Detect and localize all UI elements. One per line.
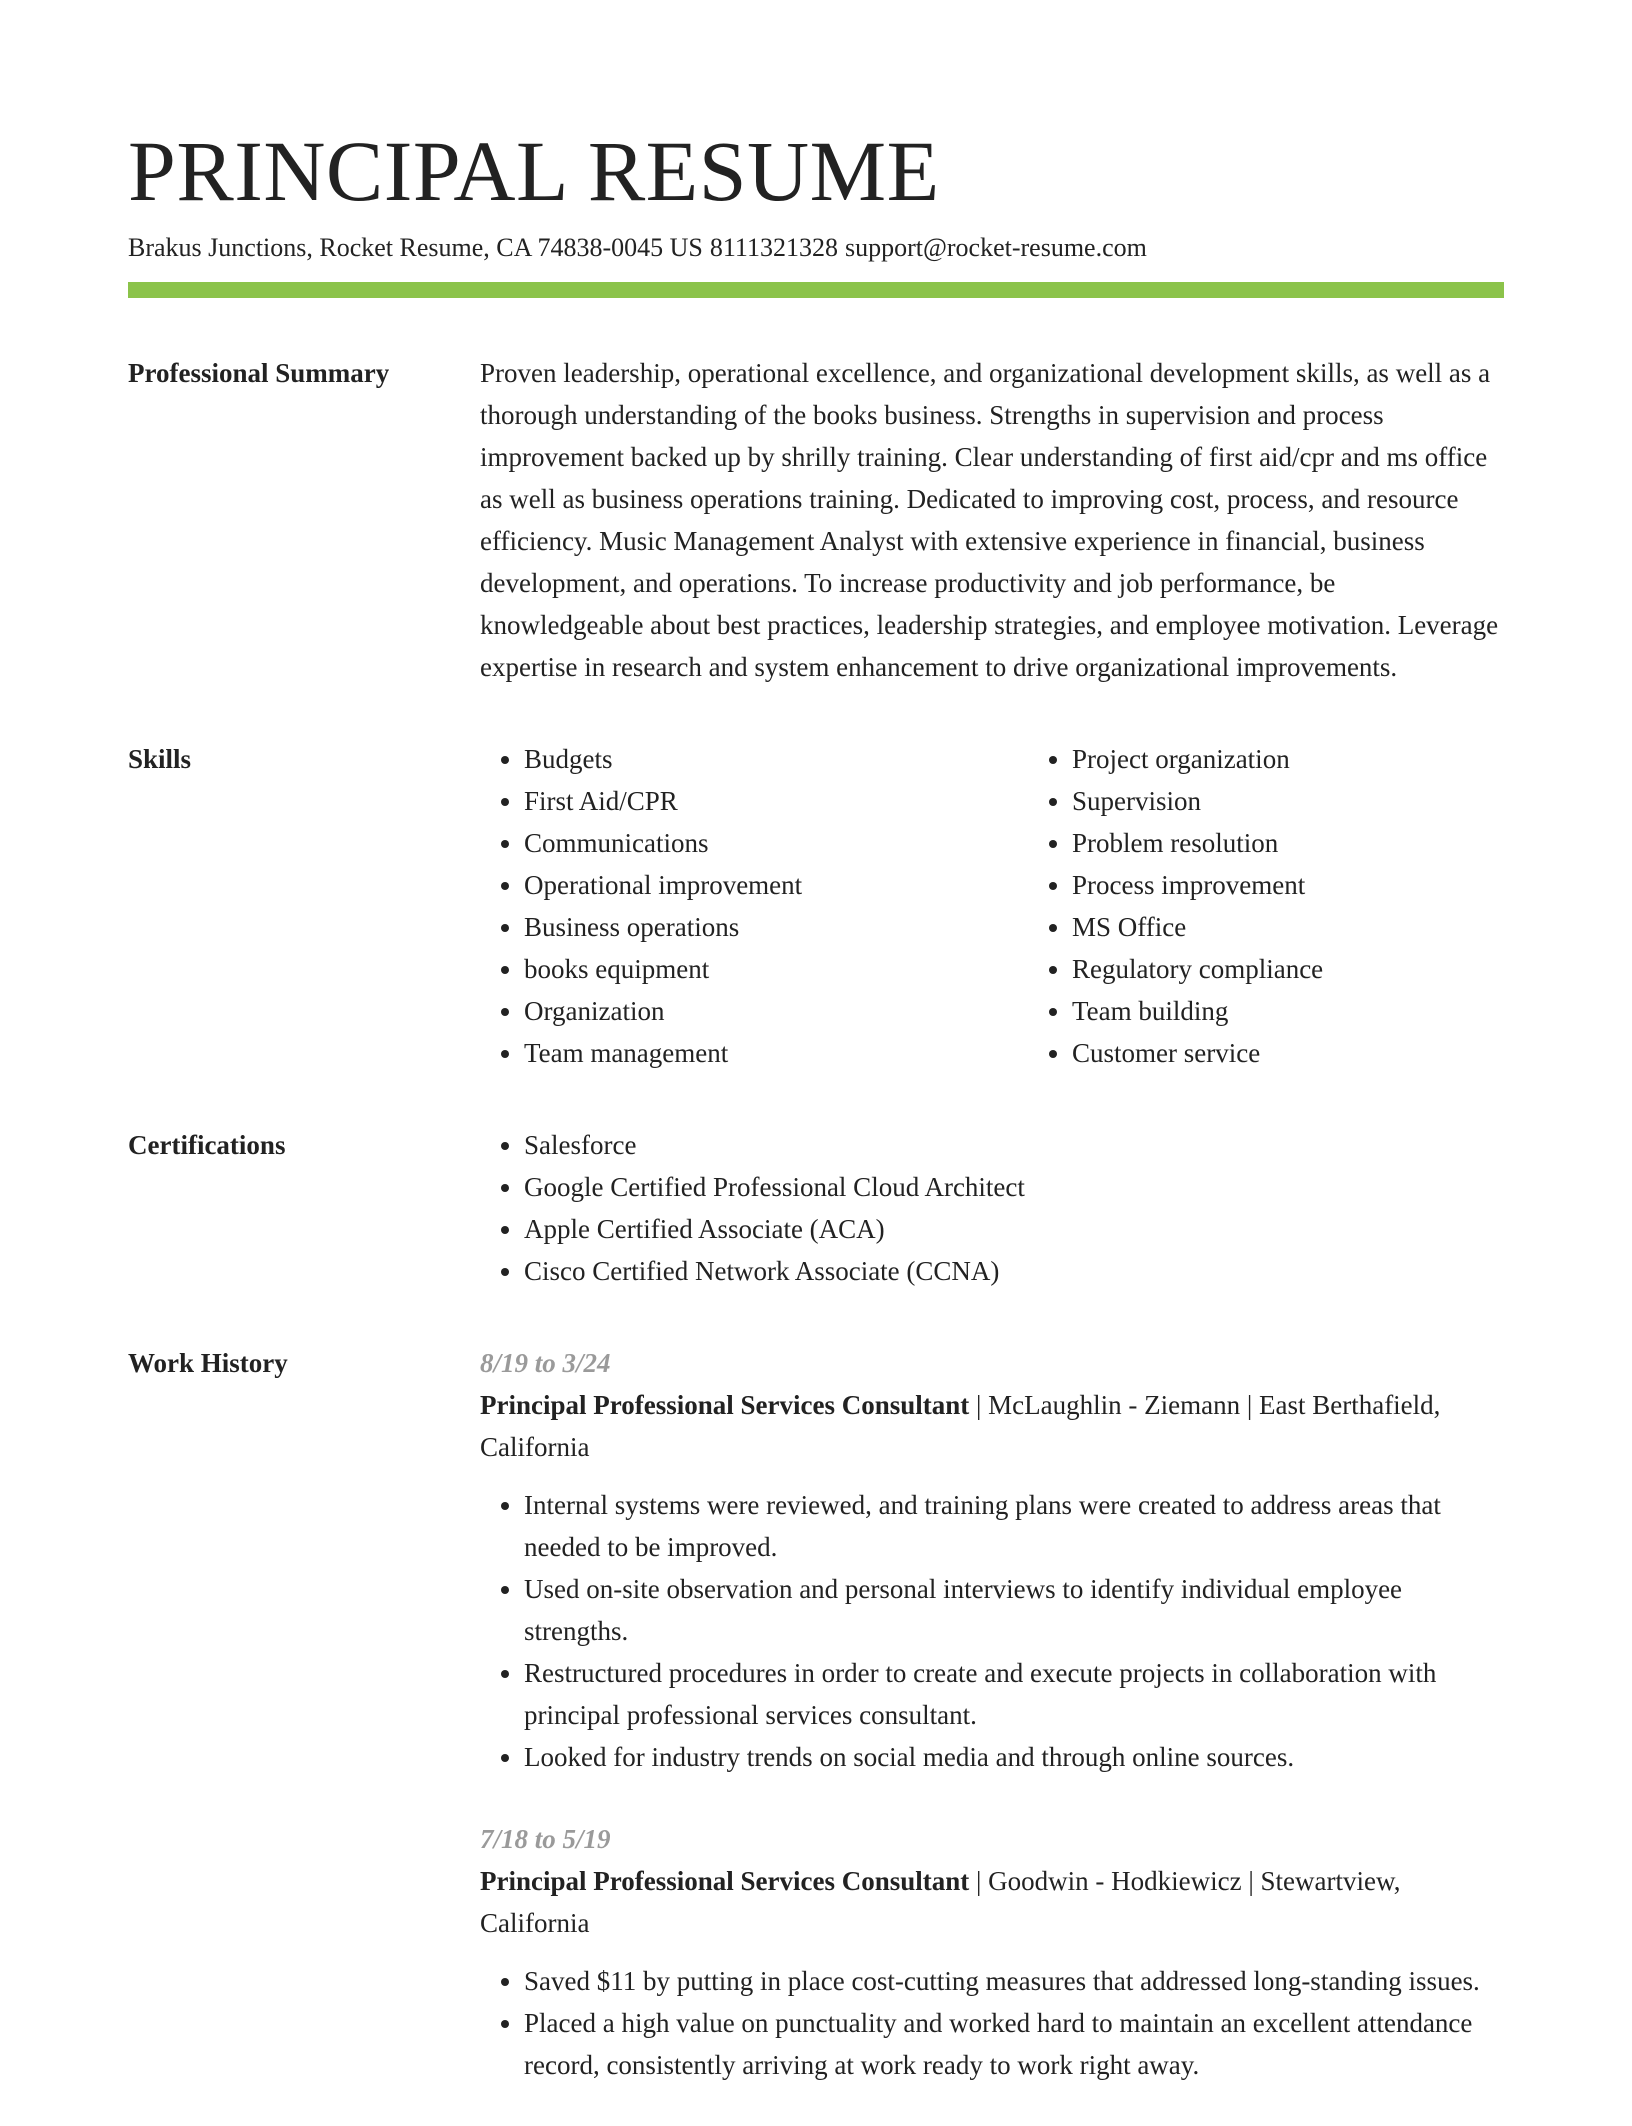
job-entry bbox=[480, 1818, 1504, 2086]
skill-item: • Process improvement bbox=[1072, 864, 1576, 906]
certification-item: • Apple Certified Associate (ACA) bbox=[524, 1208, 1504, 1250]
skills-list-right bbox=[1028, 738, 1576, 1074]
skill-item: • MS Office bbox=[1072, 906, 1576, 948]
skill-item: • Team management bbox=[524, 1032, 1028, 1074]
skill-item: • First Aid/CPR bbox=[524, 780, 1028, 822]
skills-list-left bbox=[480, 738, 1028, 1074]
job-bullet: • Placed a high value on punctuality and worked hard to maintain an excellent attendance record, consistently arriving at work ready to work right away. bbox=[524, 2002, 1504, 2086]
certifications-body bbox=[480, 1124, 1504, 1292]
summary-body bbox=[480, 352, 1504, 688]
job-bullet: • Restructured procedures in order to create and execute projects in collaboration with principal professional services consultant. bbox=[524, 1652, 1504, 1736]
skills-body bbox=[480, 738, 1576, 1074]
job-bullets bbox=[480, 1960, 1504, 2086]
resume-title: PRINCIPAL RESUME bbox=[128, 123, 940, 219]
job-company-location: | Goodwin - Hodkiewicz | Stewartview, California bbox=[480, 1866, 1401, 1938]
certifications-list bbox=[480, 1124, 1504, 1292]
skill-item: • Customer service bbox=[1072, 1032, 1576, 1074]
skill-item: • Organization bbox=[524, 990, 1028, 1032]
skill-item: • Communications bbox=[524, 822, 1028, 864]
job-dates: 7/18 to 5/19 bbox=[480, 1824, 611, 1854]
contact-phone: 8111321328 bbox=[709, 233, 838, 262]
summary-text: Proven leadership, operational excellence, and organizational development skills, as well as a thorough understanding of the books business. Strengths in supervision and process improvement backed up by shrilly training. Clear understanding of first aid/cpr and ms office as well as business operations training. Dedicated to improving cost, process, and resource efficiency. Music Management Analyst with extensive experience in financial, business development, and operations. To increase productivity and job performance, be knowledgeable about best practices, leadership strategies, and employee motivation. Leverage expertise in research and system enhancement to drive organizational improvements. bbox=[480, 358, 1499, 682]
header-divider bbox=[128, 282, 1504, 298]
section-label-certifications: Certifications bbox=[128, 1130, 286, 1160]
contact-email[interactable]: support@rocket-resume.com bbox=[844, 233, 1147, 262]
work-history-body bbox=[480, 1342, 1504, 2126]
skill-item: • Supervision bbox=[1072, 780, 1576, 822]
job-title: Principal Professional Services Consultant bbox=[480, 1390, 970, 1420]
job-company-location: | McLaughlin - Ziemann | East Berthafield, California bbox=[480, 1390, 1441, 1462]
skill-item: • Budgets bbox=[524, 738, 1028, 780]
job-heading bbox=[480, 1384, 1504, 1468]
skill-item: • Project organization bbox=[1072, 738, 1576, 780]
certifications-section bbox=[128, 1124, 1504, 1292]
skills-section bbox=[128, 738, 1504, 1074]
certification-item: • Google Certified Professional Cloud Architect bbox=[524, 1166, 1504, 1208]
section-label-work-history: Work History bbox=[128, 1348, 288, 1378]
skill-item: • Problem resolution bbox=[1072, 822, 1576, 864]
job-bullet: • Looked for industry trends on social media and through online sources. bbox=[524, 1736, 1504, 1778]
job-title: Principal Professional Services Consultant bbox=[480, 1866, 970, 1896]
job-bullet: • Internal systems were reviewed, and training plans were created to address areas that needed to be improved. bbox=[524, 1484, 1504, 1568]
job-bullet: • Saved $11 by putting in place cost-cutting measures that addressed long-standing issues. bbox=[524, 1960, 1504, 2002]
job-dates: 8/19 to 3/24 bbox=[480, 1348, 611, 1378]
skill-item: • Operational improvement bbox=[524, 864, 1028, 906]
certification-item: • Cisco Certified Network Associate (CCNA) bbox=[524, 1250, 1504, 1292]
skill-item: • books equipment bbox=[524, 948, 1028, 990]
section-label-summary: Professional Summary bbox=[128, 358, 390, 388]
contact-address: Brakus Junctions, Rocket Resume, CA 74838-0045 US bbox=[128, 233, 703, 262]
job-entry bbox=[480, 1342, 1504, 1778]
skill-item: • Business operations bbox=[524, 906, 1028, 948]
work-history-section bbox=[128, 1342, 1504, 2126]
skills-grid bbox=[480, 738, 1576, 1074]
summary-section bbox=[128, 352, 1504, 688]
job-bullets bbox=[480, 1484, 1504, 1778]
job-bullet: • Used on-site observation and personal interviews to identify individual employee strengths. bbox=[524, 1568, 1504, 1652]
certification-item: • Salesforce bbox=[524, 1124, 1504, 1166]
section-label-skills: Skills bbox=[128, 744, 192, 774]
contact-line bbox=[128, 232, 1504, 264]
skill-item: • Regulatory compliance bbox=[1072, 948, 1576, 990]
skill-item: • Team building bbox=[1072, 990, 1576, 1032]
resume-page bbox=[128, 0, 1504, 2126]
job-heading bbox=[480, 1860, 1504, 1944]
